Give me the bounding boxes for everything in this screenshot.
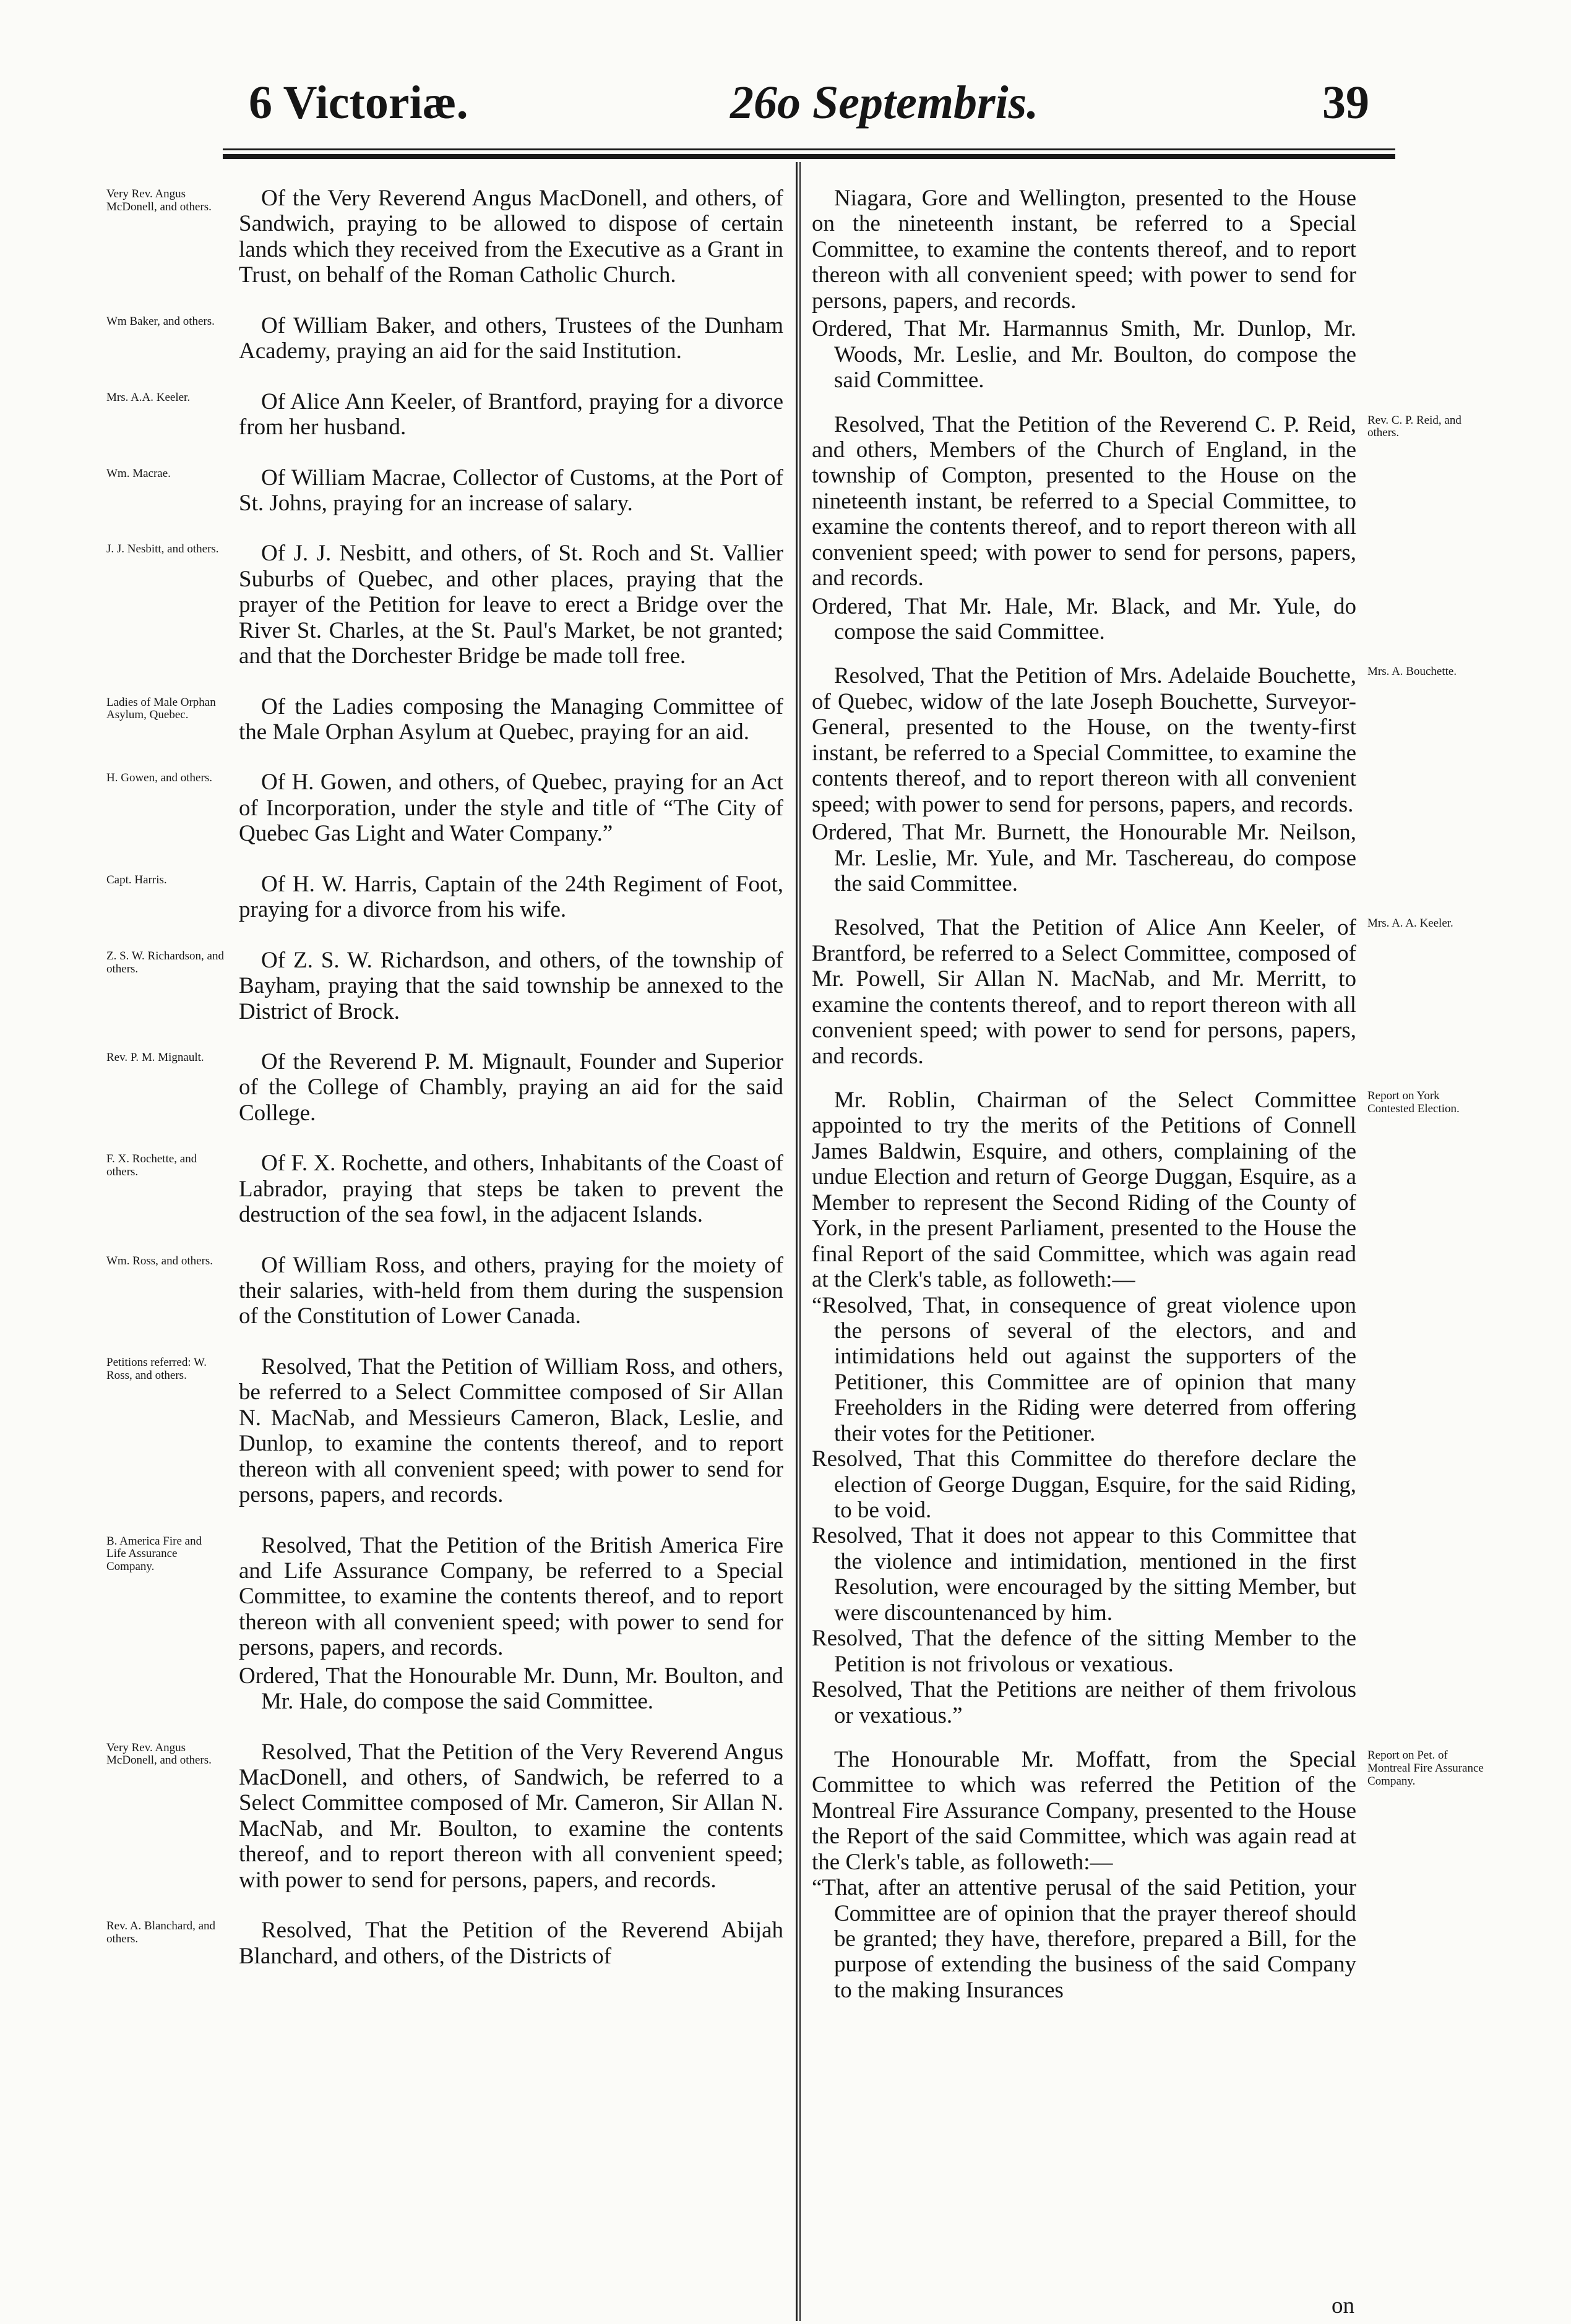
- entry-text: Resolved, That the Petition of the Very Reverend Angus MacDonell, and others, of Sandwich, be referred to a Select Committee composed of Mr. Cameron, Sir Allan N. MacNab, and Mr. Boulton, to examine the contents thereof, and to report thereon with all convenient speed; with power to send for persons, papers, and records.: [239, 1739, 783, 1893]
- petition-entry: [106, 947, 783, 1024]
- report-resolution: “Resolved, That, in consequence of great violence upon the persons of several of the electors, and and intimidations held out against the supporters of the Petitioner, this Committee are of opinion that many Freeholders in the Riding were deterred from offering their votes for the Petitioner.: [812, 1292, 1356, 1446]
- margin-note: Mrs. A. Bouchette.: [1367, 665, 1457, 679]
- entry-text: The Honourable Mr. Moffatt, from the Special Committee to which was referred the Petition of the Montreal Fire Assurance Company, presented to the House the Report of the said Committee, which was again read at the Clerk's table, as followeth:—: [812, 1746, 1356, 1875]
- column-divider-inner: [799, 162, 801, 2321]
- report-resolution: “That, after an attentive perusal of the said Petition, your Committee are of opinion that the prayer thereof should be granted; they have, therefore, prepared a Bill, for the purpose of extending the business of the said Company to the making Insurances: [812, 1875, 1356, 2003]
- left-column: [106, 186, 783, 1994]
- ordered-text: Ordered, That Mr. Burnett, the Honourable Mr. Neilson, Mr. Leslie, Mr. Yule, and Mr. Taschereau, do compose the said Committee.: [812, 820, 1356, 896]
- ordered-text: Ordered, That Mr. Hale, Mr. Black, and Mr. Yule, do compose the said Committee.: [812, 593, 1356, 645]
- entry-text: Mr. Roblin, Chairman of the Select Committee appointed to try the merits of the Petitions of Connell James Baldwin, Esquire, and others, complaining of the undue Election and return of George Duggan, Esquire, as a Member to represent the Second Riding of the County of York, in the present Parliament, presented to the House the final Report of the said Committee, which was again read at the Clerk's table, as followeth:—: [812, 1087, 1356, 1293]
- margin-note: Wm. Macrae.: [106, 466, 171, 480]
- petition-entry: [106, 186, 783, 288]
- petition-entry: [106, 1353, 783, 1508]
- margin-note: Ladies of Male Orphan Asylum, Quebec.: [106, 695, 216, 722]
- petition-entry: [812, 1746, 1484, 2003]
- petition-entry: [106, 1918, 783, 1969]
- margin-note: Rev. A. Blanchard, and others.: [106, 1919, 216, 1946]
- report-resolution: Resolved, That the defence of the sitting Member to the Petition is not frivolous or vexatious.: [812, 1626, 1356, 1677]
- margin-note: H. Gowen, and others.: [106, 771, 212, 785]
- petition-entry: [106, 871, 783, 923]
- margin-note: Report on York Contested Election.: [1367, 1089, 1460, 1115]
- petition-entry: [812, 411, 1461, 645]
- entry-text: Of Z. S. W. Richardson, and others, of the township of Bayham, praying that the said township be annexed to the District of Brock.: [239, 947, 783, 1024]
- report-quote: [812, 1293, 1356, 1728]
- margin-note: Mrs. A.A. Keeler.: [106, 390, 191, 404]
- entry-text: Of the Ladies composing the Managing Committee of the Male Orphan Asylum at Quebec, praying for an aid.: [239, 693, 783, 745]
- margin-note: Mrs. A. A. Keeler.: [1367, 917, 1453, 930]
- petition-entry: [106, 465, 783, 517]
- petition-entry: [106, 1252, 783, 1329]
- ordered-text: Ordered, That the Honourable Mr. Dunn, Mr. Boulton, and Mr. Hale, do compose the said Committee.: [239, 1663, 783, 1715]
- margin-note: Report on Pet. of Montreal Fire Assurance Company.: [1367, 1748, 1484, 1788]
- margin-note: Z. S. W. Richardson, and others.: [106, 949, 224, 975]
- margin-note: Rev. P. M. Mignault.: [106, 1050, 204, 1064]
- margin-note: Wm. Ross, and others.: [106, 1254, 213, 1267]
- right-column: [812, 186, 1484, 2022]
- entry-text: Of William Macrae, Collector of Customs, at the Port of St. Johns, praying for an increase of salary.: [239, 465, 783, 516]
- entry-text: Of Alice Ann Keeler, of Brantford, praying for a divorce from her husband.: [239, 388, 783, 440]
- entry-text: Of H. Gowen, and others, of Quebec, praying for an Act of Incorporation, under the style and title of “The City of Quebec Gas Light and Water Company.”: [239, 770, 783, 847]
- petition-entry: [812, 1087, 1460, 1728]
- catchword: on: [1332, 2293, 1354, 2318]
- petition-entry: [106, 312, 783, 364]
- margin-note: Very Rev. Angus McDonell, and others.: [106, 1741, 212, 1767]
- report-quote: [812, 1875, 1356, 2003]
- report-resolution: Resolved, That the Petitions are neither of them frivolous or vexatious.”: [812, 1677, 1356, 1728]
- header-rule-thin: [223, 148, 1395, 150]
- margin-note: Wm Baker, and others.: [106, 314, 215, 328]
- margin-note: Capt. Harris.: [106, 873, 167, 886]
- petition-entry: [812, 915, 1453, 1069]
- margin-note: Very Rev. Angus McDonell, and others.: [106, 187, 212, 213]
- entry-text: Resolved, That the Petition of the Reverend Abijah Blanchard, and others, of the Districts of: [239, 1918, 783, 1969]
- report-resolution: Resolved, That it does not appear to this Committee that the violence and intimidation, mentioned in the first Resolution, were encouraged by the sitting Member, but were discountenanced by him.: [812, 1523, 1356, 1626]
- report-resolution: Resolved, That this Committee do therefore declare the election of George Duggan, Esquire, for the said Riding, to be void.: [812, 1446, 1356, 1523]
- petition-entry: [106, 693, 783, 745]
- petition-entry: [812, 663, 1457, 896]
- page-number: 39: [1322, 77, 1369, 129]
- margin-note: J. J. Nesbitt, and others.: [106, 542, 219, 556]
- petition-entry: [106, 1048, 783, 1126]
- entry-text: Resolved, That the Petition of Alice Ann Keeler, of Brantford, be referred to a Select Committee, composed of Mr. Powell, Sir Allan N. MacNab, and Mr. Merritt, to examine the contents thereof, and to report thereon with all convenient speed; with power to send for persons, papers, and records.: [812, 915, 1356, 1069]
- entry-text: Resolved, That the Petition of the British America Fire and Life Assurance Company, be referred to a Special Committee, to examine the contents thereof, and to report thereon with all convenient speed; with power to send for persons, papers, and records.: [239, 1532, 783, 1661]
- entry-text: Of the Very Reverend Angus MacDonell, and others, of Sandwich, praying to be allowed to dispose of certain lands which they received from the Executive as a Grant in Trust, on behalf of the Roman Catholic Church.: [239, 186, 783, 288]
- header-rule-thick: [223, 154, 1395, 159]
- entry-text: Of William Baker, and others, Trustees of the Dunham Academy, praying an aid for the said Institution.: [239, 312, 783, 364]
- entry-text: Of H. W. Harris, Captain of the 24th Regiment of Foot, praying for a divorce from his wife.: [239, 871, 783, 923]
- petition-entry: [106, 1151, 783, 1228]
- column-divider: [796, 162, 798, 2321]
- entry-text: Resolved, That the Petition of Mrs. Adelaide Bouchette, of Quebec, widow of the late Joseph Bouchette, Surveyor-General, presented to the House, on the twenty-first instant, be referred to a Special Committee, to examine the contents thereof, and to report thereon with all convenient speed; with power to send for persons, papers, and records.: [812, 663, 1356, 817]
- header-date: 26o Septembris.: [730, 77, 1039, 129]
- entry-text: Resolved, That the Petition of William Ross, and others, be referred to a Select Committee composed of Sir Allan N. MacNab, and Messieurs Cameron, Black, Leslie, and Dunlop, to examine the contents thereof, and to report thereon with all convenient speed; with power to send for persons, papers, and records.: [239, 1353, 783, 1508]
- entry-text: Of the Reverend P. M. Mignault, Founder and Superior of the College of Chambly, praying an aid for the said College.: [239, 1048, 783, 1126]
- ordered-text: Ordered, That Mr. Harmannus Smith, Mr. Dunlop, Mr. Woods, Mr. Leslie, and Mr. Boulton, do compose the said Committee.: [812, 316, 1356, 393]
- petition-entry: [106, 1739, 783, 1893]
- petition-entry: [106, 770, 783, 847]
- header-regnal-year: 6 Victoriæ.: [249, 77, 468, 129]
- margin-note: Petitions referred: W. Ross, and others.: [106, 1355, 207, 1382]
- petition-entry: [106, 388, 783, 440]
- petition-entry: [106, 541, 783, 669]
- margin-note: B. America Fire and Life Assurance Company.: [106, 1534, 202, 1574]
- entry-text: Of William Ross, and others, praying for the moiety of their salaries, with-held from them during the suspension of the Constitution of Lower Canada.: [239, 1252, 783, 1329]
- entry-text: Of J. J. Nesbitt, and others, of St. Roch and St. Vallier Suburbs of Quebec, and other places, praying that the prayer of the Petition for leave to erect a Bridge over the River St. Charles, at the St. Paul's Market, be not granted; and that the Dorchester Bridge be made toll free.: [239, 541, 783, 669]
- entry-text: Of F. X. Rochette, and others, Inhabitants of the Coast of Labrador, praying that steps be taken to prevent the destruction of the sea fowl, in the adjacent Islands.: [239, 1151, 783, 1228]
- petition-entry: [106, 1532, 783, 1715]
- margin-note: Rev. C. P. Reid, and others.: [1367, 413, 1461, 440]
- petition-entry: [812, 186, 1356, 393]
- entry-text: Resolved, That the Petition of the Reverend C. P. Reid, and others, Members of the Church of England, in the township of Compton, presented to the House on the nineteenth instant, be referred to a Special Committee, to examine the contents thereof, and to report thereon with all convenient speed; with power to send for persons, papers, and records.: [812, 411, 1356, 591]
- entry-text: Niagara, Gore and Wellington, presented to the House on the nineteenth instant, be referred to a Special Committee, to examine the contents thereof, and to report thereon with all convenient speed; with power to send for persons, papers, and records.: [812, 186, 1356, 314]
- margin-note: F. X. Rochette, and others.: [106, 1152, 197, 1179]
